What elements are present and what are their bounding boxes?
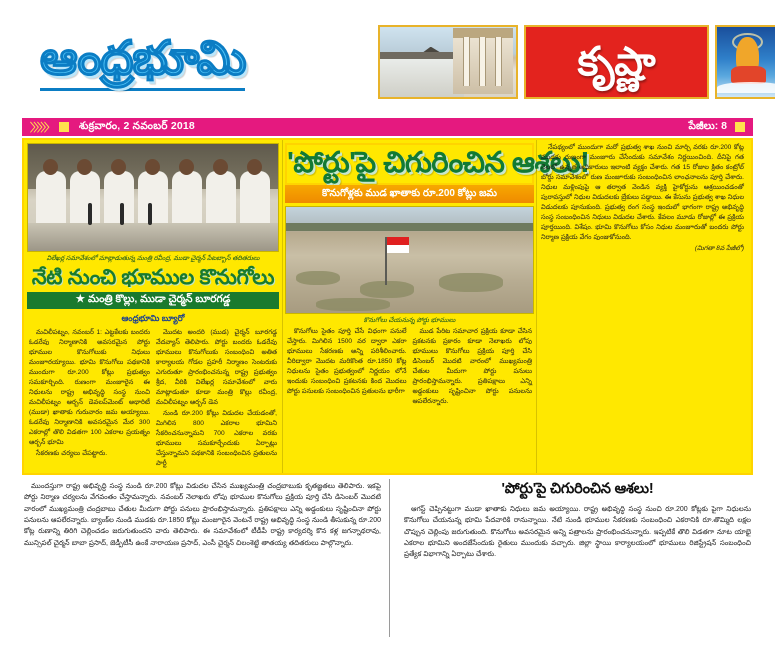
- masthead-barrage-photo: [378, 25, 518, 99]
- press-meet-photo: [27, 143, 279, 252]
- square-bullet-icon: [59, 122, 69, 132]
- port-land-photo-caption: కొనుగోలు చేయనున్న పోర్టు భూములు: [363, 316, 456, 324]
- bottom-right-column: [400, 479, 753, 637]
- lead-right-column: [537, 140, 747, 473]
- lead-col1-para1: మచిలీపట్నం, నవంబర్ 1: ఎట్టకేలకు బందరు ఓడరేవు నిర్మాణానికి అవసరమైన పోర్టు భూముల కొనుగోలుకు నిధులు మంజూరయ్యాయి. భూమి కొనుగోలు పథకానికి ముందుగా రూ.200 కోట్లు ప్రభుత్వం సమకూర్చింది. రుణంగా మంజూరైన ఈ నిధులను రాష్ట్ర అభివృద్ధి సంస్థ నుంచి మచిలీపట్నం ఆర్బన్ డెవలప్‌మెంట్ అథారిటీ (ముడా) ఖాతాకు గురువారం జమ అయ్యాయి. ఓడరేవు నిర్మాణానికి అవసరమైన మేర 300 ఎకరాల్లో తొలి విడతగా 100 ఎకరాల ప్రయత్నం ఆర్బన్ భూమి: [29, 328, 150, 446]
- lead-col2-para2: నుండి రూ.200 కోట్లు విడుదల చేయడంతో, మిగిలిన 800 ఎకరాల భూమిని సేకరించనున్నామని 700 ఎకరాల వరకు భూములు సమకూర్చేందుకు ఏర్పాట్లు చేస్తున్నామని పథకానికి సంబంధించిన ప్రతులను పార్టీ: [156, 409, 277, 467]
- lead-byline: ఆంధ్రభూమి బ్యూరో: [121, 312, 185, 323]
- lead-story-panel: [22, 138, 753, 475]
- press-meet-photo-caption: విలేఖర్ల సమావేశంలో మాట్లాడుతున్న మంత్రి రవీంద్ర, ముడా చైర్మన్ పేటబ్బాస్ తదితరులు: [46, 255, 260, 263]
- date-bar: [22, 118, 753, 136]
- orange-subheadline-bar: కొనుగోళ్లకు ముడ ఖాతాకు రూ.200 కోట్లు జమ: [285, 185, 534, 203]
- mid-col2-para: ముడ పేరిట సమాచార ప్రక్రియ కూడా చేసిన ప్రకటనకు ప్రకారం కూడా నెలాఖరు లోపు భూములు కొనుగోలు ప్రక్రియ పూర్తి చేసి డిసెంబర్ మొదటి వారంలో ముఖ్యమంత్రి చేతుల మీదుగా పోర్టు పనులు ప్రారంభిస్తామన్నారు. ప్రతిపక్షాలు ఎన్ని అడ్డంకులు సృష్టించినా పోర్టు పనులను ఆపలేరన్నారు.: [412, 327, 532, 405]
- edition-title-box: [524, 25, 709, 99]
- masthead: [0, 0, 775, 118]
- port-land-photo: [285, 206, 534, 314]
- chevron-right-icon: 〉〉〉〉〉: [30, 122, 53, 134]
- continued-note: (మిగతా 8వ పేజీలో): [694, 245, 744, 253]
- lead-col2-para1: మొదట అందరి (ముడ) చైర్మన్ బూరగడ్డ వేదవ్యాస్ తెలిపారు. పోర్టు బందరు ఓడరేవు భూములు కొనుగోలుకు సంబంధించి అతిత కార్యాలయ గోడల ప్రహరీ నిర్మాణం సెంటరుకు ఎగురుతూ ప్రారంభించనున్న రాష్ట్ర ప్రభుత్వం శ్రీద, వీరికి విలేఖర్ల సమావేశంలో వారు మాట్లాడుతూ కూడా మంత్రి కొల్లు రవీంద్ర, మచిలీపట్నం ఆర్బన్ డెవ: [156, 328, 277, 406]
- newspaper-logo[interactable]: [22, 30, 372, 91]
- krishna-deity-icon: [715, 25, 775, 99]
- bottom-section: [22, 479, 753, 637]
- main-headline: [285, 143, 590, 185]
- lead-left-column: [24, 140, 282, 473]
- bottom-left-text: ముందస్తుగా రాష్ట్ర అభివృద్ధి సంస్థ నుండి రూ.200 కోట్లు విడుదల చేసిన ముఖ్యమంత్రి చంద్రబాబుకు కృతజ్ఞతలు తెలిపారు. ఇకపై పోర్టు నిర్మాణ చర్యలను వేగవంతం చేస్తామన్నారు. నవంబర్ నెలాఖరు లోపు భూముల కొనుగోలు ప్రక్రియ పూర్తి చేసి డిసెంబర్ మొదటి వారంలో ముఖ్యమంత్రి చంద్రబాబు చేతుల మీదుగా పోర్టు పనులు ప్రారంభిస్తామన్నారు. ప్రతిపక్షాలు ఎన్ని అడ్డంకులు సృష్టించినా పోర్టు పనులను ఆపలేరన్నారు. బ్యాంక్‌ల నుండి ముడకు రూ.1850 కోట్లు మంజూరైన వెంటనే రాష్ట్ర అభివృద్ధి సంస్థ నుండి తీసుకున్న రూ.200 కోట్ల రుణాన్ని తిరిగి చెల్లించడం జరుగుతుందని వారు తెలిపారు. ఈ సమావేశంలో టీడీపీ రాష్ట్ర కార్యదర్శి కొన కళ్ల జగన్నాథరావు, మున్సిపల్ చైర్మన్ బాబా ప్రసాద్, జెడ్పీటీసీ ఉంకే నారాయణ ప్రసాద్, ఎంసీ చైర్మన్ చిలంశెట్టి తాతయ్య తదితరులు పాల్గొన్నారు.: [24, 483, 381, 547]
- bottom-right-text: ఆగస్ట్ చెప్పినట్టుగా ముడా ఖాతాకు నిధులు జమ అయ్యాయి. రాష్ట్ర అభివృద్ధి సంస్థ నుంచి రూ.200 కోట్లకు పైగా నిధులను కొనుగోలు చేయనున్న భూమి పేదవారికి రానున్నాయి. నేటి నుండి భూముల సేకరణకు సంబంధించి ఎకరానికి రూ.తొమ్మిది లక్షల చొప్పున చెల్లింపు జరుగుతుంది. కొనుగోలు అవసరమైన అన్ని పత్రాలను ప్రారంభించనున్నారు. ఇప్పటికే తొలి విడతగా నూట యాభై ఎకరాల భూమిని అందజేసేందుకు రైతులు ముందుకు వచ్చారు. జిల్లా స్థాయి కార్యాలయంలో భూములు రిజిస్ట్రేషన్ సంబంధించి ప్రత్యేక విభాగాన్ని ఏర్పాటు చేశారు.: [404, 506, 751, 559]
- bottom-right-headline: 'పోర్టు'పై చిగురించిన ఆశలు!: [501, 481, 654, 497]
- publication-date: శుక్రవారం, 2 నవంబర్ 2018: [79, 119, 195, 132]
- lead-col1-para2: సేకరణకు చర్యలు చేపట్టారు.: [36, 449, 108, 457]
- page-count-label: పేజీలు: 8: [688, 119, 727, 132]
- lead-center-column: [282, 140, 590, 473]
- lead-star-bar: ★ మంత్రి కొల్లు, ముడా చైర్మన్ బూరగడ్డ: [27, 292, 279, 309]
- right-col-para: నేపథ్యంలో ముందుగా మరో ప్రభుత్వ శాఖ నుంచి మార్చి వరకు రూ.200 కోట్ల ముడకు రుణంగా మంజూరు చేసేందుకు సమావేశం నిర్ణయించింది. దీనిపై గత నెలలో ఉన్నత అధికారులు ఇలాంటి వ్యక్తం చేశారు. గత 15 రోజుల క్రితం కంట్రోల్ బోర్డు సమావేశంలో రుణ మంజూరుకు సంబంధించిన లాంఛనాలను పూర్తి చేశారు. నిధుల మళ్లింపుపై ఆ తర్వాత వెండిన వ్యక్తి హైకోర్టును ఆశ్రయించడంతో పురావస్తులో నిధుల విడుదలకు బ్రేకులు పడ్డాయి. ఈ కేసును ప్రభుత్వ శాఖ నిధుల విడుదలకు పూనుకుంది. ప్రభుత్వ రంగ సంస్థ ఇందులో భాగంగా రాష్ట్ర అభివృద్ధి సంస్థ సంబంధించిన నిధులు విడుదల చేశారు. కేవలం మూడు రోజుల్లో ఈ ప్రక్రియ పూర్తయింది. విశేషం. భూమి కొనుగోలు కోసం నిధుల మంజూరుతో బందరు పోర్టు నిర్మాణ ప్రక్రియ వేగం పుంజుకోనుంది.: [541, 144, 744, 242]
- newspaper-logo-text: ఆంధ్రభూమి: [40, 33, 245, 91]
- bottom-left-column: [22, 479, 390, 637]
- page-count: [689, 120, 745, 135]
- lead-sub-headline: నేటి నుంచి భూముల కొనుగోలు: [31, 265, 275, 289]
- square-bullet-icon-right: [735, 122, 745, 132]
- mid-col1-para: కొనుగోలు సైతం పూర్తి చేసే విధంగా పనులే చేస్తారు. మిగిలిన 1500 వర ద్వారా ఎకరా భూములు సేకరణకు అన్ని పరిశీలించారు. వీరిద్వారా మొదట మరికొంత రూ.1850 కోట్ల నిధులను సైతం ప్రభుత్వంలో నిర్ణయం లోనే ఇందుకు సంబంధించి ప్రకటనకు కింద మొదలు పోర్టు పనులకు సంబంధించిన ప్రతులను భారీగా: [287, 327, 407, 395]
- edition-title-text: కృష్ణా: [577, 40, 656, 84]
- main-headline-text: 'పోర్టు'పై చిగురించిన ఆశలు!: [287, 147, 590, 179]
